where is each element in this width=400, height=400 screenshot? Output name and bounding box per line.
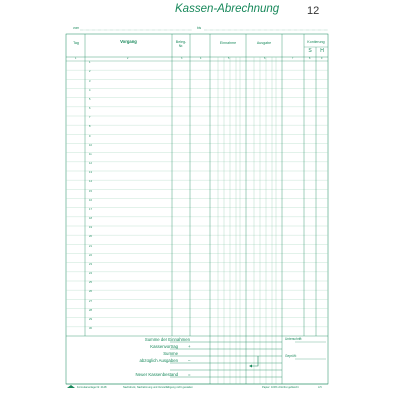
- label-neuer-kassenbestand: Neuer Kassenbestand: [135, 372, 178, 377]
- col-letter: 7: [292, 57, 294, 60]
- row-number: 19: [89, 226, 92, 230]
- row-number: 21: [89, 244, 92, 248]
- header-kontierung: Kontierung: [307, 40, 325, 44]
- minus-sign: –: [188, 358, 191, 363]
- row-number: 29: [89, 317, 92, 321]
- row-number: 10: [89, 143, 92, 147]
- footer-format: A 5: [318, 386, 322, 389]
- row-number: 11: [89, 152, 92, 156]
- footer-paper: Papier: 100% chlorfrei gebleicht: [262, 386, 299, 389]
- row-number: 14: [89, 180, 92, 184]
- col-letter: 4: [200, 57, 202, 60]
- row-number: 23: [89, 262, 92, 266]
- carry-over-arrow: [252, 356, 258, 366]
- col-letter: 5: [228, 57, 230, 60]
- row-number: 12: [89, 162, 92, 166]
- row-number: 20: [89, 235, 92, 239]
- page-number: 12: [307, 5, 320, 17]
- col-letter: 3: [181, 57, 183, 60]
- row-number: 27: [89, 299, 92, 303]
- equals-sign: =: [188, 372, 191, 377]
- summary-lines: [66, 336, 328, 384]
- row-number: 7: [89, 116, 91, 120]
- header-beleg: Beleg- Nr.: [175, 40, 187, 48]
- row-number: 6: [89, 107, 91, 111]
- publisher-logo-icon: [67, 385, 75, 388]
- row-number: 8: [89, 125, 91, 129]
- label-unterschrift: Unterschrift:: [285, 337, 303, 341]
- outer-frame: [66, 34, 328, 384]
- row-number: 28: [89, 308, 92, 312]
- arrow-head: [249, 365, 252, 368]
- label-summe: Summe: [163, 351, 178, 356]
- header-vorgang: Vorgang: [120, 39, 137, 44]
- col-letter: 8: [309, 57, 311, 60]
- row-number: 26: [89, 290, 92, 294]
- row-number: 30: [89, 327, 92, 331]
- row-number: 15: [89, 189, 92, 193]
- footer-form-number: Formularverlage Nr. 2148: [77, 386, 107, 389]
- label-summe-einnahmen: Summe der Einnahmen: [144, 337, 190, 342]
- footer-copyright: Nachdruck, Nachahmung und Vervielfältigung nicht gestattet: [123, 386, 193, 389]
- row-number: 4: [89, 88, 91, 92]
- ledger-rows: [66, 70, 328, 327]
- from-label: vom: [73, 26, 80, 30]
- form-title: Kassen-Abrechnung: [175, 3, 280, 15]
- header-einnahme: Einnahme: [219, 41, 237, 45]
- to-label: bis: [197, 26, 202, 30]
- label-geprueft: Geprüft:: [285, 354, 297, 358]
- header-tag: Tag: [73, 41, 79, 45]
- header-h: H: [320, 48, 324, 54]
- header-ausgabe: Ausgabe: [256, 41, 272, 45]
- row-number: 22: [89, 253, 92, 257]
- row-number: 13: [89, 171, 92, 175]
- row-number: 5: [89, 97, 91, 101]
- col-letter: 2: [127, 57, 129, 60]
- row-number: 3: [89, 79, 91, 83]
- row-number: 9: [89, 134, 91, 138]
- row-number: 1: [89, 61, 91, 65]
- label-abzueglich-ausgaben: abzüglich Ausgaben: [139, 358, 178, 363]
- row-number: 17: [89, 207, 92, 211]
- label-kassenvortrag: Kassenvortrag: [150, 344, 178, 349]
- column-dividers: [85, 34, 316, 384]
- row-number: 25: [89, 281, 92, 285]
- header-s: S: [308, 48, 312, 54]
- col-letter: 1: [75, 57, 77, 60]
- col-letter: 6: [264, 57, 266, 60]
- row-number: 16: [89, 198, 92, 202]
- row-number: 24: [89, 272, 92, 276]
- col-letter: 9: [321, 57, 323, 60]
- row-number: 2: [89, 70, 91, 74]
- row-number: 18: [89, 217, 92, 221]
- plus-sign: +: [188, 344, 191, 349]
- sub-column-dividers: [218, 57, 276, 384]
